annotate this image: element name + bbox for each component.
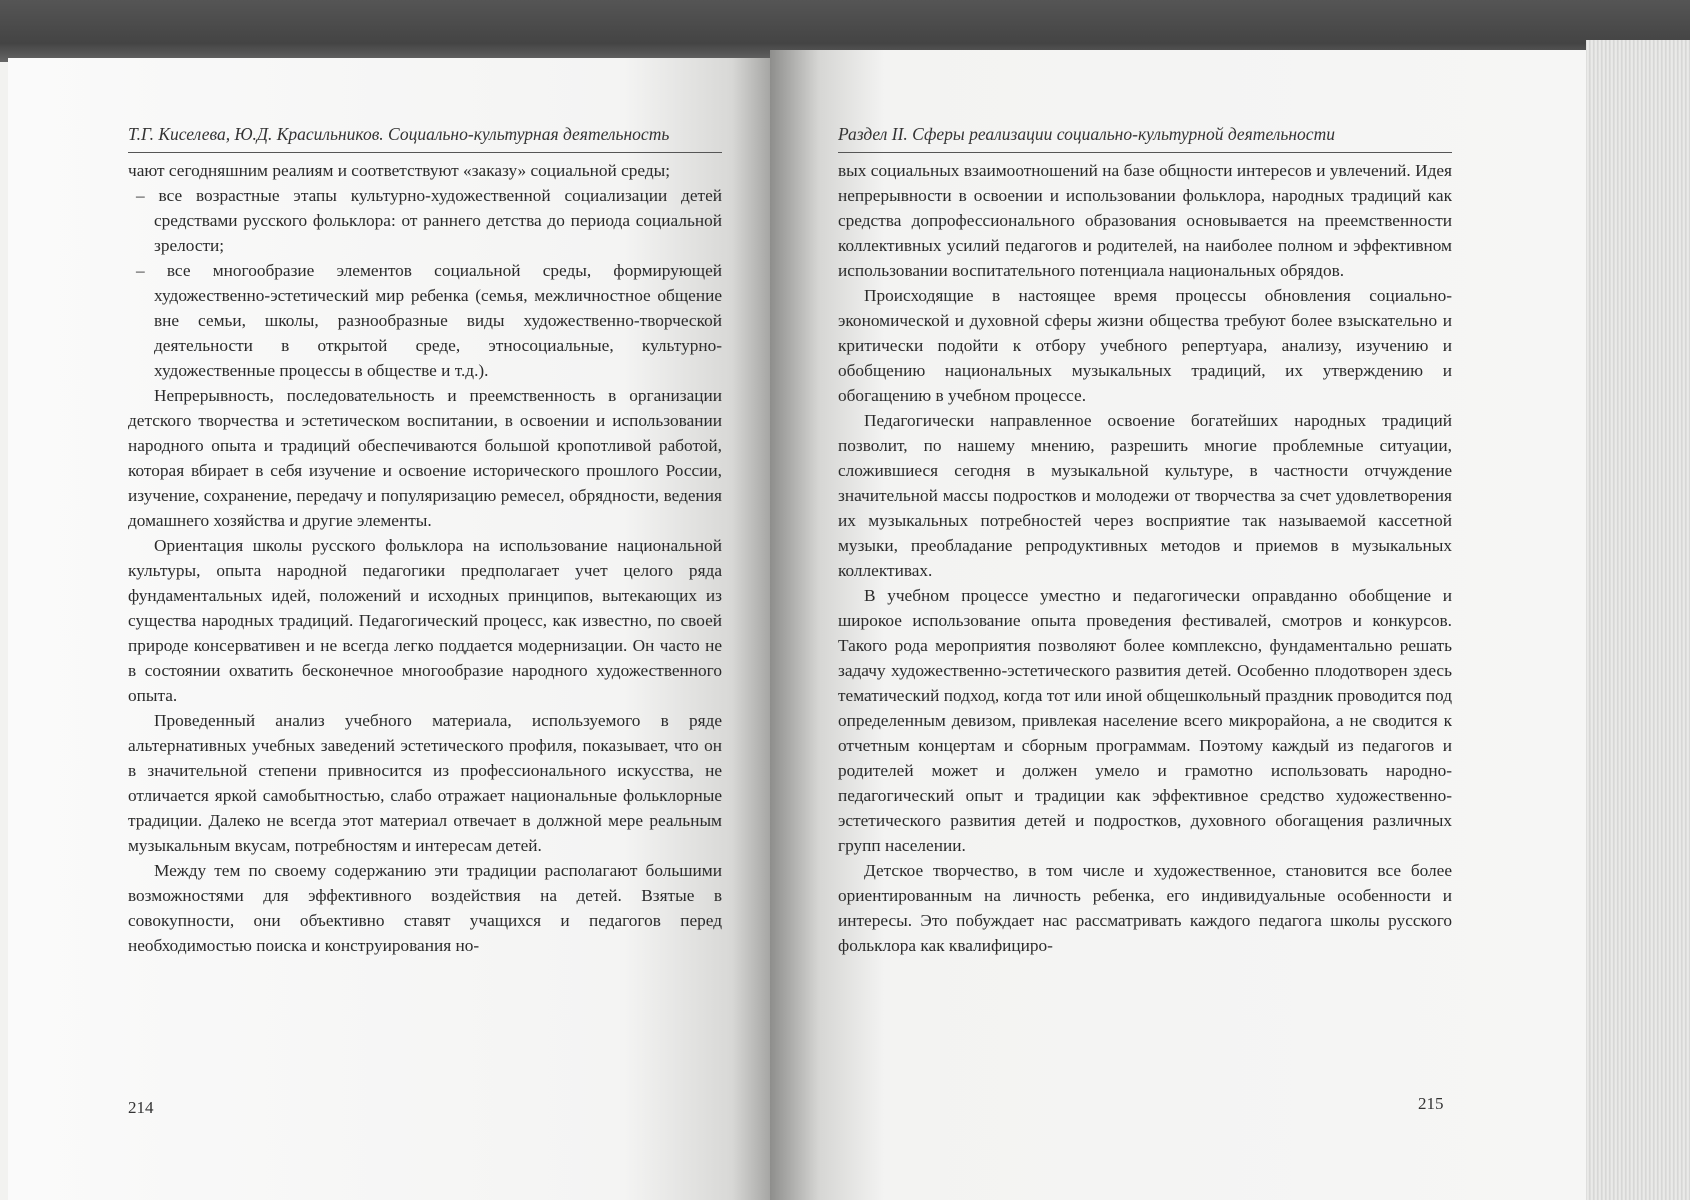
paragraph: Детское творчество, в том числе и художественное, становится все более ориентированным на личность ребенка, его индивидуальные особенности и интересы. Это побуждает нас рассматривать каждого педагога школы русского фольклора как квалифициро- <box>838 861 1452 955</box>
paragraph: Между тем по своему содержанию эти традиции располагают большими возможностями для эффективного воздействия на детей. Взятые в совокупности, они объективно ставят учащихся и педагогов перед необходимостью поиска и конструирования но- <box>128 861 722 955</box>
paragraph: Проведенный анализ учебного материала, используемого в ряде альтернативных учебных заведений эстетического профиля, показывает, что он в значительной степени привносится из профессионального искусства, не отличается яркой самобытностью, слабо отражает национальные фольклорные традиции. Далеко не всегда этот материал отвечает в должной мере реальным музыкальным вкусам, потребностям и интересам детей. <box>128 711 722 855</box>
paragraph: вых социальных взаимоотношений на базе общности интересов и увлечений. Идея непрерывности в освоении и использовании фольклора, народных традиций как средства допрофессионального образования основывается на преемственности коллективных усилий педагогов и родителей, на наиболее полном и эффективном использовании воспитательного потенциала национальных обрядов. <box>838 161 1452 280</box>
page-edges <box>1586 40 1690 1200</box>
right-text-column <box>838 158 1452 958</box>
left-text-column <box>128 158 722 958</box>
paragraph: Ориентация школы русского фольклора на использование национальной культуры, опыта народной педагогики предполагает учет целого ряда фундаментальных идей, положений и исходных принципов, вытекающих из существа народных традиций. Педагогический процесс, как известно, по своей природе консервативен и не всегда легко поддается модернизации. Он часто не в состоянии охватить бесконечное многообразие народного художественного опыта. <box>128 536 722 705</box>
paragraph: чают сегодняшним реалиям и соответствуют «заказу» социальной среды; <box>128 161 671 180</box>
right-head-rule <box>838 152 1452 153</box>
right-running-head: Раздел II. Сферы реализации социально-культурной деятельности <box>838 124 1335 144</box>
left-head-rule <box>128 152 722 153</box>
paragraph: Происходящие в настоящее время процессы обновления социально-экономической и духовной сферы жизни общества требуют более взыскательно и критически подойти к отбору учебного репертуара, анализу, изучению и обобщению национальных музыкальных традиций, их утверждению и обогащению в учебном процессе. <box>838 286 1452 405</box>
paragraph: В учебном процессе уместно и педагогически оправданно обобщение и широкое использование опыта проведения фестивалей, смотров и конкурсов. Такого рода мероприятия позволяют более комплексно, фундаментально решать задачу художественно-эстетического развития детей. Особенно плодотворен здесь тематический подход, когда тот или иной общешкольный праздник проводится под определенным девизом, привлекая население всего микрорайона, а не сводится к отчетным концертам и сборным программам. Поэтому каждый из педагогов и родителей может и должен умело и грамотно использовать народно-педагогический опыт и традиции как эффективное средство художественно-эстетического развития детей и подростков, духовного обогащения различных групп населении. <box>838 586 1452 855</box>
paragraph: – все возрастные этапы культурно-художественной социализации детей средствами русского фольклора: от раннего детства до периода социальной зрелости; <box>136 186 722 255</box>
paragraph: Педагогически направленное освоение богатейших народных традиций позволит, по нашему мнению, разрешить многие проблемные ситуации, сложившиеся сегодня в музыкальной культуре, в частности отчуждение значительной массы подростков и молодежи от творчества за счет удовлетворения их музыкальных потребностей через восприятие так называемой кассетной музыки, преобладание репродуктивных методов и приемов в музыкальных коллективах. <box>838 411 1452 580</box>
paragraph: Непрерывность, последовательность и преемственность в организации детского творчества и эстетическом воспитании, в освоении и использовании народного опыта и традиций обеспечиваются большой кропотливой работой, которая вбирает в себя изучение и освоение исторического прошлого России, изучение, сохранение, передачу и популяризацию ремесел, обрядности, ведения домашнего хозяйства и другие элементы. <box>128 386 722 530</box>
paragraph: – все многообразие элементов социальной среды, формирующей художественно-эстетический мир ребенка (семья, межличностное общение вне семьи, школы, разнообразные виды художественно-творческой деятельности в открытой среде, этносоциальные, культурно-художественные процессы в обществе и т.д.). <box>136 261 722 380</box>
left-running-head: Т.Г. Киселева, Ю.Д. Красильников. Социально-культурная деятельность <box>128 124 670 144</box>
left-page-number: 214 <box>128 1098 154 1117</box>
right-page-number: 215 <box>1418 1094 1444 1113</box>
